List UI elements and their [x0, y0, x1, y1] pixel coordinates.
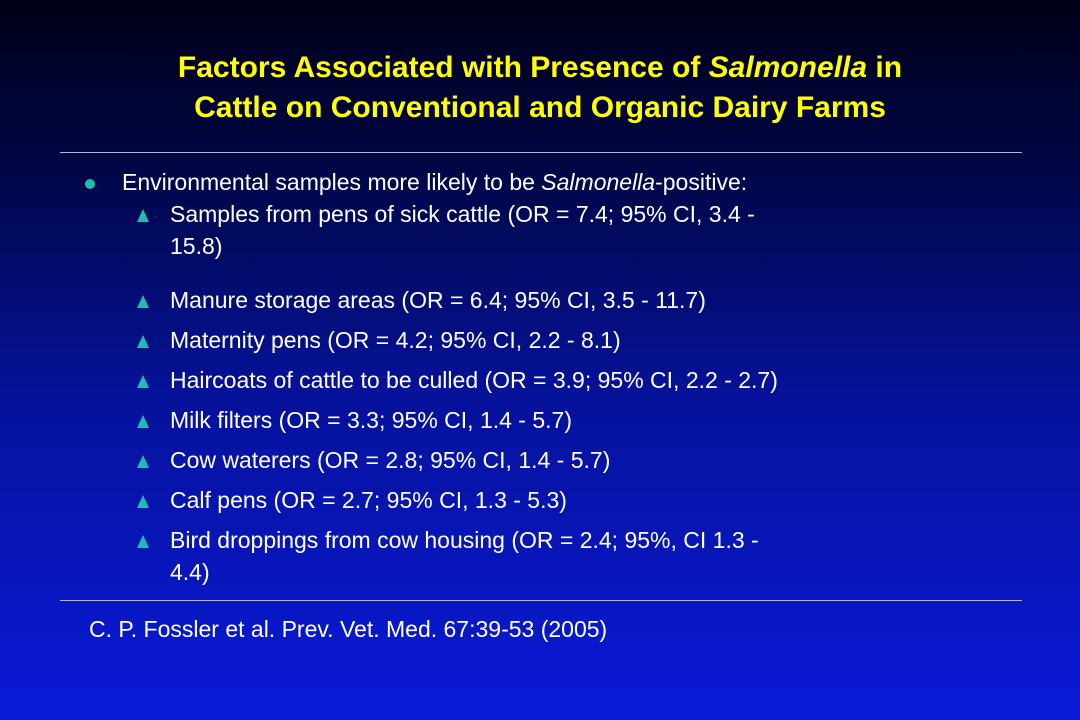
bottom-divider [60, 600, 1022, 601]
citation: C. P. Fossler et al. Prev. Vet. Med. 67:39-53 (2005) [89, 616, 608, 642]
title-line-1 [40, 48, 1040, 88]
triangle-bullet-icon [137, 375, 149, 388]
sub-bullet-text: Haircoats of cattle to be culled (OR = 3.9; 95% CI, 2.2 - 2.7) [170, 367, 778, 393]
triangle-bullet-icon [137, 335, 149, 348]
sub-bullet-text-continued: 15.8) [170, 233, 223, 259]
sub-bullet-text: Manure storage areas (OR = 6.4; 95% CI, 3.5 - 11.7) [170, 287, 706, 313]
circle-bullet-icon [85, 179, 95, 189]
sub-bullet-text: Calf pens (OR = 2.7; 95% CI, 1.3 - 5.3) [170, 487, 567, 513]
triangle-bullet-icon [137, 495, 149, 508]
sub-bullet-text: Samples from pens of sick cattle (OR = 7.4; 95% CI, 3.4 - [170, 201, 755, 227]
main-bullet-post: -positive: [655, 169, 748, 195]
main-bullet-italic: Salmonella [541, 169, 656, 195]
sub-bullet-text-continued: 4.4) [170, 559, 210, 585]
slide-title [40, 48, 1040, 128]
title-line-1-pre: Factors Associated with Presence of [177, 51, 709, 84]
sub-bullet-text: Maternity pens (OR = 4.2; 95% CI, 2.2 - 8.1) [170, 327, 621, 353]
sub-bullet-text: Milk filters (OR = 3.3; 95% CI, 1.4 - 5.7) [170, 407, 572, 433]
main-bullet-pre: Environmental samples more likely to be [122, 169, 542, 195]
triangle-bullet-icon [137, 415, 149, 428]
triangle-bullet-icon [137, 209, 149, 222]
main-bullet-text [122, 168, 747, 196]
sub-bullet-text: Cow waterers (OR = 2.8; 95% CI, 1.4 - 5.7) [170, 447, 611, 473]
title-line-2: Cattle on Conventional and Organic Dairy Farms [194, 91, 886, 124]
triangle-bullet-icon [137, 295, 149, 308]
triangle-bullet-icon [137, 535, 149, 548]
sub-bullet-text: Bird droppings from cow housing (OR = 2.4; 95%, CI 1.3 - [170, 527, 759, 553]
top-divider [60, 152, 1022, 153]
triangle-bullet-icon [137, 455, 149, 468]
title-italic-salmonella: Salmonella [708, 51, 868, 84]
title-line-1-post: in [867, 51, 903, 84]
